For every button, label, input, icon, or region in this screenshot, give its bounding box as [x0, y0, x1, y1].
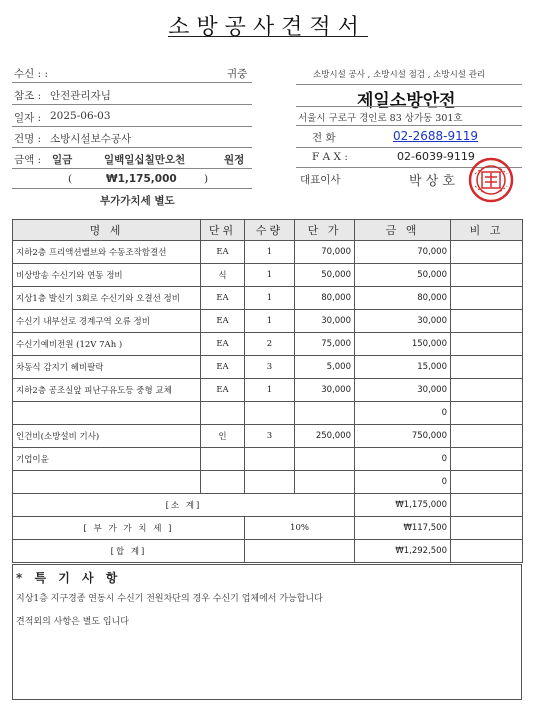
row-unit: EA — [201, 310, 245, 333]
header-unit: 단위 — [201, 220, 245, 241]
table-row — [13, 448, 523, 471]
row-price: 70,000 — [295, 241, 355, 264]
header-price: 단 가 — [295, 220, 355, 241]
amount-words: 일백일십칠만오천 — [104, 154, 186, 166]
row-amount: 30,000 — [355, 379, 451, 402]
amount-figure: ₩1,175,000 — [106, 173, 177, 185]
row-qty: 2 — [245, 333, 295, 356]
row-price: 30,000 — [295, 379, 355, 402]
vat-rate: 10% — [245, 517, 355, 540]
row-amount: 80,000 — [355, 287, 451, 310]
cc-value: 안전관리자님 — [50, 90, 111, 102]
title-underline — [168, 36, 368, 37]
row-qty: 1 — [245, 241, 295, 264]
row-amount: 150,000 — [355, 333, 451, 356]
row-remarks — [451, 333, 523, 356]
row-price — [295, 471, 355, 494]
row-remarks — [451, 287, 523, 310]
row-unit: 인 — [201, 425, 245, 448]
total-spacer — [245, 540, 355, 563]
row-remarks — [451, 540, 523, 563]
row-remarks — [451, 241, 523, 264]
table-header-row — [13, 220, 523, 241]
row-remarks — [451, 264, 523, 287]
row-qty: 3 — [245, 356, 295, 379]
row-price: 5,000 — [295, 356, 355, 379]
row-amount: 70,000 — [355, 241, 451, 264]
vat-note: 부가가치세 별도 — [100, 195, 175, 207]
row-desc: 기업이윤 — [13, 448, 201, 471]
table-row — [13, 241, 523, 264]
table-row — [13, 333, 523, 356]
row-unit: EA — [201, 356, 245, 379]
phone-number[interactable]: 02-2688-9119 — [393, 129, 479, 143]
table-row — [13, 264, 523, 287]
company-address: 서울시 구로구 경인로 83 상가동 301호 — [298, 113, 463, 124]
date-label: 일자 : — [14, 112, 42, 124]
row-amount: 15,000 — [355, 356, 451, 379]
row-unit — [201, 471, 245, 494]
row-amount: 750,000 — [355, 425, 451, 448]
row-price — [295, 448, 355, 471]
date-value: 2025-06-03 — [50, 110, 111, 122]
row-amount: 0 — [355, 448, 451, 471]
divider — [296, 84, 522, 85]
table-row — [13, 310, 523, 333]
amount-paren-close: ) — [204, 173, 209, 185]
header-remarks: 비 고 — [451, 220, 523, 241]
table-row — [13, 471, 523, 494]
total-label: [합 계] — [13, 540, 245, 563]
fax-number: 02-6039-9119 — [397, 150, 475, 163]
row-remarks — [451, 471, 523, 494]
row-qty — [245, 448, 295, 471]
estimate-table — [12, 219, 523, 563]
row-desc: 수신기예비전원 (12V 7Ah ) — [13, 333, 201, 356]
row-remarks — [451, 356, 523, 379]
row-amount: 50,000 — [355, 264, 451, 287]
row-amount: 0 — [355, 471, 451, 494]
row-remarks — [451, 517, 523, 540]
rep-label: 대표이사 — [300, 174, 341, 186]
row-amount: 0 — [355, 402, 451, 425]
recipient-suffix: 귀중 — [227, 68, 248, 80]
row-unit: EA — [201, 379, 245, 402]
row-price: 80,000 — [295, 287, 355, 310]
total-row — [13, 540, 523, 563]
header-amount: 금 액 — [355, 220, 451, 241]
table-row — [13, 356, 523, 379]
row-desc: 수신기 내부선로 경계구역 오류 정비 — [13, 310, 201, 333]
phone-label: 전 화 — [312, 132, 336, 144]
divider — [12, 104, 252, 105]
row-desc: 인건비(소방설비 기사) — [13, 425, 201, 448]
row-amount: 30,000 — [355, 310, 451, 333]
divider — [296, 106, 522, 107]
row-desc: 차동식 감지기 헤비팔락 — [13, 356, 201, 379]
row-remarks — [451, 379, 523, 402]
table-row — [13, 425, 523, 448]
amount-unit: 일금 — [52, 154, 73, 166]
row-qty: 1 — [245, 287, 295, 310]
total-amount: ₩1,292,500 — [355, 540, 451, 563]
row-unit: EA — [201, 333, 245, 356]
row-desc: 비상방송 수신기와 연동 정비 — [13, 264, 201, 287]
row-desc: 지하2층 프리액션밸브와 수동조작함결선 — [13, 241, 201, 264]
subtotal-row — [13, 494, 523, 517]
row-qty: 3 — [245, 425, 295, 448]
fax-label: F A X : — [312, 151, 348, 163]
recipient-label: 수신 : : — [14, 68, 49, 80]
row-remarks — [451, 425, 523, 448]
row-qty: 1 — [245, 379, 295, 402]
row-desc: 지상1층 발신기 3회로 수신기와 오결선 정비 — [13, 287, 201, 310]
header-qty: 수량 — [245, 220, 295, 241]
row-qty: 1 — [245, 264, 295, 287]
amount-label: 금액 : — [14, 154, 42, 166]
divider — [296, 147, 522, 148]
row-desc — [13, 402, 201, 425]
project-label: 건명 : — [14, 133, 42, 145]
row-price — [295, 402, 355, 425]
divider — [12, 126, 252, 127]
row-remarks — [451, 402, 523, 425]
row-unit — [201, 402, 245, 425]
rep-name: 박 상 호 — [409, 174, 455, 189]
table-row — [13, 402, 523, 425]
divider — [12, 188, 252, 189]
row-price: 250,000 — [295, 425, 355, 448]
note-line: 지상1층 지구경종 연동시 수신기 전원차단의 경우 수신기 업체에서 가능합니다 — [16, 594, 323, 604]
row-unit: EA — [201, 287, 245, 310]
company-seal-icon — [467, 156, 515, 204]
row-price: 75,000 — [295, 333, 355, 356]
vat-amount: ₩117,500 — [355, 517, 451, 540]
row-unit — [201, 448, 245, 471]
amount-currency: 원정 — [224, 154, 245, 166]
note-line: 견적외의 사항은 별도 입니다 — [16, 617, 129, 627]
header-desc: 명 세 — [13, 220, 201, 241]
row-price: 30,000 — [295, 310, 355, 333]
row-price: 50,000 — [295, 264, 355, 287]
divider — [12, 147, 252, 148]
row-qty — [245, 402, 295, 425]
amount-paren-open: ( — [68, 173, 73, 185]
divider — [296, 125, 522, 126]
row-remarks — [451, 448, 523, 471]
row-unit: 식 — [201, 264, 245, 287]
subtotal-amount: ₩1,175,000 — [355, 494, 451, 517]
vat-row — [13, 517, 523, 540]
company-name: 제일소방안전 — [357, 91, 456, 111]
row-qty — [245, 471, 295, 494]
row-unit: EA — [201, 241, 245, 264]
cc-label: 참조 : — [14, 90, 42, 102]
row-desc — [13, 471, 201, 494]
notes-title: * 특 기 사 항 — [16, 571, 122, 585]
divider — [12, 168, 252, 169]
table-row — [13, 287, 523, 310]
company-services: 소방시설 공사 , 소방시설 점검 , 소방시설 관리 — [313, 70, 486, 80]
divider — [12, 82, 252, 83]
row-desc: 지하2층 공조실앞 피난구유도등 중형 교체 — [13, 379, 201, 402]
row-remarks — [451, 494, 523, 517]
subtotal-label: [소 계] — [13, 494, 355, 517]
project-value: 소방시설보수공사 — [50, 133, 132, 145]
document-title: 소방공사견적서 — [168, 15, 366, 40]
vat-label: [ 부 가 가 치 세 ] — [13, 517, 245, 540]
row-qty: 1 — [245, 310, 295, 333]
row-remarks — [451, 310, 523, 333]
table-row — [13, 379, 523, 402]
